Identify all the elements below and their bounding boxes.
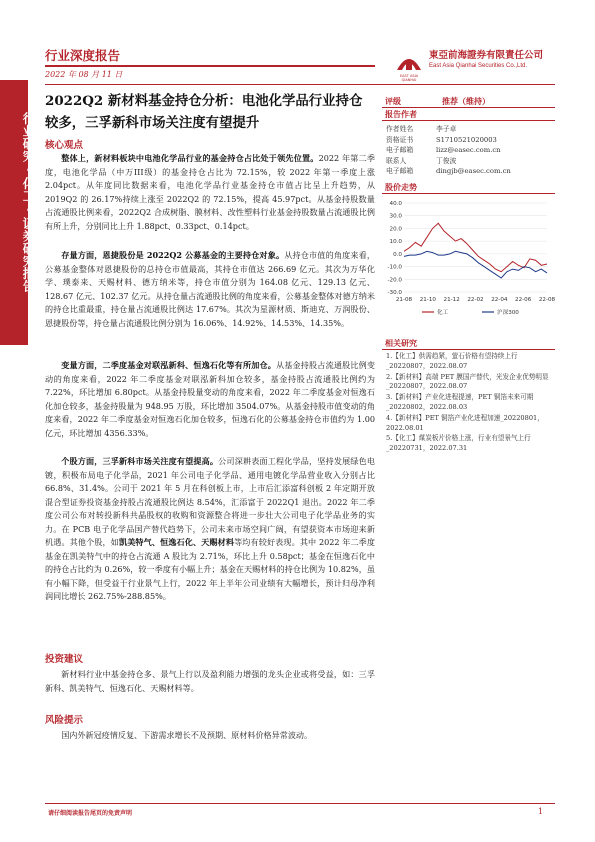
analyst-key: 资格证书 — [386, 135, 414, 144]
analyst-key: 联系人 — [386, 156, 407, 165]
chart-legend-label: 化工 — [437, 310, 449, 316]
analyst-email[interactable]: lizz@easec.com.cn — [436, 146, 501, 154]
analyst-table — [386, 124, 511, 177]
analyst-value: S1710521020003 — [436, 135, 497, 144]
paragraph-overview-lead: 整体上，新材料板块中电池化学品行业的基金持仓占比处于领先位置。 — [61, 153, 319, 163]
footer-rule — [45, 803, 555, 804]
paragraph-invest: 新材料行业中基金持仓多、景气上行以及盈利能力增强的龙头企业或将受益，如：三孚新科、凯美特气、恒逸石化、天赐材料等。 — [45, 669, 375, 693]
research-item[interactable]: 1.【化工】供需趋紧，萤石价格有望持续上行_20220807，2022.08.07 — [386, 352, 518, 370]
analyst-row — [386, 145, 511, 156]
logo-mark-icon — [394, 46, 424, 76]
disclaimer-note: 请仔细阅读报告尾页的免责声明 — [48, 810, 133, 817]
report-date: 2022 年 08 月 11 日 — [45, 70, 123, 79]
analyst-row — [386, 156, 511, 167]
paragraph-changes-body: 从基金持股占流通股比例变动的角度来看，2022 年二季度基金对联泓新科加仓较多，基金持股占流通股比例约为 7.22%，环比增加 6.80pct。从基金持股量变动的角度来看，2022 年二季度基金对恒逸石化加仓较多，基金持股量为 948.95 万股，环比增加 3504.07%。从基金持股市值变动的角度来看，2022 年二季度基金对恒逸石化加仓较多，恒逸石化的公募基金持仓市值约为 1.00 亿元，环比增加 4356.33%。 — [45, 360, 375, 438]
logo-sub-text: EAST ASIA QIANHAI — [399, 74, 419, 82]
chart-y-tick-label: 20.0 — [389, 226, 402, 233]
sidebar-banner — [0, 80, 36, 345]
paragraph-overview-body: 2022 年第二季度，电池化学品（中万III级）的基金持仓占比为 72.15%，较 2022 年第一季度上涨 2.04pct。从年度同比数据来看，电池化学品行业基金持仓市值占比呈上升趋势，从 2019Q2 的 26.17%持续上涨至 2022Q2 的 72.15%，提高 45.97pct。从基金持股数量占流通股比例来看，2022Q2 合成树脂、膜材料、改性塑料行业基金持股数量占流通股比例有所上升，分别同比上升 1.88pct、0.33pct、0.14pct。 — [45, 153, 375, 231]
section-invest-advice: 投资建议 — [45, 654, 84, 665]
analyst-value: 丁俊波 — [436, 156, 457, 165]
chart-y-tick-label: -20.0 — [387, 277, 402, 284]
header-rule-long — [45, 84, 555, 85]
section-core-viewpoints: 核心观点 — [45, 140, 84, 151]
paragraph-risk: 国内外新冠疫情反复、下游需求增长不及预期、原材料价格异常波动。 — [61, 730, 313, 740]
paragraph-stocks — [45, 455, 375, 604]
research-item[interactable]: 2.【新材料】高端 PET 膜国产替代，光发企业优势明显_20220807，2022.08.07 — [386, 372, 549, 391]
paragraph-holdings-body: 从持仓市值的角度来看，公募基金整体对恩捷股份的总持仓市值最高，其持仓市值达 266.69 亿元。其次为万华化学、璞泰来、天赐材料、德方纳米等，持仓市值分别为 164.08 亿元、129.13 亿元、128.67 亿元、102.37 亿元。从持仓量占流通股比例的角度来看，公募基金整体对德方纳米的持仓比重最重，持仓量占流通股比例达 17.67%。其次为星源材质、斯迪克、万润股份、恩捷股份等，持仓量占流通股比例分别为 16.06%、14.92%、14.53%、14.35%。 — [45, 250, 375, 328]
paragraph-changes — [45, 359, 375, 440]
paragraph-stocks-body-a: 公司深耕表面工程化学品，坚持发展绿色电镀，积极布局电子化学品，2021 年公司电子化学品、通用电镀化学品营业收入分别占比 66.8%、31.4%。公司于 2021 年 5 月在科创板上市，上市后汇添富科创板 2 年定期开放混合型证券投资基金持股占流通股比例达 8.54%，汇添富于 2022Q1 退出。2022 年二季度公司公布对转投新科共晶股权的收购和资源整合将进一步壮大公司电子化学品业务的实力。在 PCB 电子化学品国产替代趋势下，公司未来市场空间广阔，有望获资本市场迎来新机遇。其他个股，如 — [45, 456, 375, 547]
research-item[interactable]: 4.【新材料】PET 铜箔产业化进程加速_20220801，2022.08.01 — [386, 413, 544, 432]
chart-legend-label: 沪深300 — [497, 310, 519, 316]
chart-rule — [382, 193, 555, 194]
logo-en-name: East Asia Qianhai Securities Co.,Ltd. — [429, 63, 528, 69]
chart-y-tick-label: -10.0 — [387, 264, 402, 271]
paragraph-stocks-body-b: 等均有较好表现。其中 2022 年二季度基金在凯美特气中的持仓占流通 A 股比为 2.71%，环比上升 0.58pct；基金在恒逸石化中的持仓占比约为 0.26%，较一季度有小幅上升；基金在天赐材料的持仓比例为 10.82%，虽有小幅下降，但受益于行业景气上行，2022 年上半年公司业绩有大幅增长，预计归母净利润同比增长 262.75%-288.85%。 — [45, 537, 375, 601]
report-title: 2022Q2 新材料基金持仓分析：电池化学品行业持仓较多，三孚新科市场关注度有望提升 — [45, 93, 363, 131]
chart-title: 股价走势 — [385, 183, 417, 192]
analyst-key: 电子邮箱 — [386, 146, 414, 154]
research-head: 相关研究 — [385, 339, 417, 348]
section-risk: 风险提示 — [45, 715, 84, 726]
chart-y-tick-label: 30.0 — [389, 213, 402, 220]
rating-label: 评级 — [385, 97, 401, 106]
paragraph-holdings-lead: 存量方面，恩捷股份是 2022Q2 公募基金的主要持仓对象。 — [61, 250, 285, 260]
header-rule — [45, 65, 375, 67]
paragraph-changes-lead: 变量方面，二季度基金对联泓新科、恒逸石化等有所加仓。 — [61, 360, 276, 370]
sidebar-label: 行业研究·化工·证券研究报告 — [21, 112, 36, 292]
paragraph-overview — [45, 152, 375, 233]
page-number: 1 — [538, 807, 544, 816]
analyst-row — [386, 166, 511, 177]
chart-y-tick-label: -30.0 — [387, 290, 402, 296]
paragraph-holdings — [45, 249, 375, 330]
research-list — [386, 352, 554, 455]
chart-x-tick-label: 22-02 — [467, 297, 484, 303]
stock-price-chart — [382, 197, 555, 317]
chart-series-line — [404, 223, 547, 271]
analyst-rule — [382, 120, 555, 121]
analyst-value: 李子卓 — [436, 125, 457, 133]
paragraph-stocks-highlight: 凯美特气、恒逸石化、天赐材料 — [118, 537, 235, 547]
analyst-row — [386, 135, 511, 146]
rating-value: 推荐（维持） — [442, 97, 490, 106]
chart-y-tick-label: 10.0 — [389, 239, 402, 246]
paragraph-stocks-lead: 个股方面，三孚新科市场关注度有望提高。 — [61, 456, 219, 466]
logo-cn-name: 東亞前海證券有限責任公司 — [429, 50, 544, 61]
research-rule — [382, 349, 555, 350]
chart-y-tick-label: 40.0 — [389, 201, 402, 207]
report-type: 行业深度报告 — [45, 48, 121, 63]
chart-x-tick-label: 21-12 — [443, 297, 460, 303]
analyst-email[interactable]: dingjb@easec.com.cn — [436, 167, 511, 175]
chart-x-tick-label: 22-04 — [491, 297, 508, 303]
analyst-key: 作者姓名 — [386, 125, 414, 133]
chart-x-tick-label: 22-08 — [538, 297, 555, 303]
research-item[interactable]: 3.【新材料】产业化进程提速，PET 铜箔未来可期_20220802，2022.08.03 — [386, 393, 534, 411]
rating-rule — [382, 107, 555, 108]
chart-x-tick-label: 21-10 — [419, 297, 436, 303]
chart-y-tick-label: 0.0 — [393, 251, 402, 258]
analyst-row — [386, 124, 511, 135]
chart-x-tick-label: 22-06 — [515, 297, 532, 303]
analyst-head: 报告作者 — [385, 110, 417, 119]
research-item[interactable]: 5.【化工】煤炭板片价格上涨，行业有望景气上行_20220731，2022.07.31 — [386, 434, 531, 453]
analyst-key: 电子邮箱 — [386, 167, 414, 175]
chart-x-tick-label: 21-08 — [395, 297, 413, 303]
